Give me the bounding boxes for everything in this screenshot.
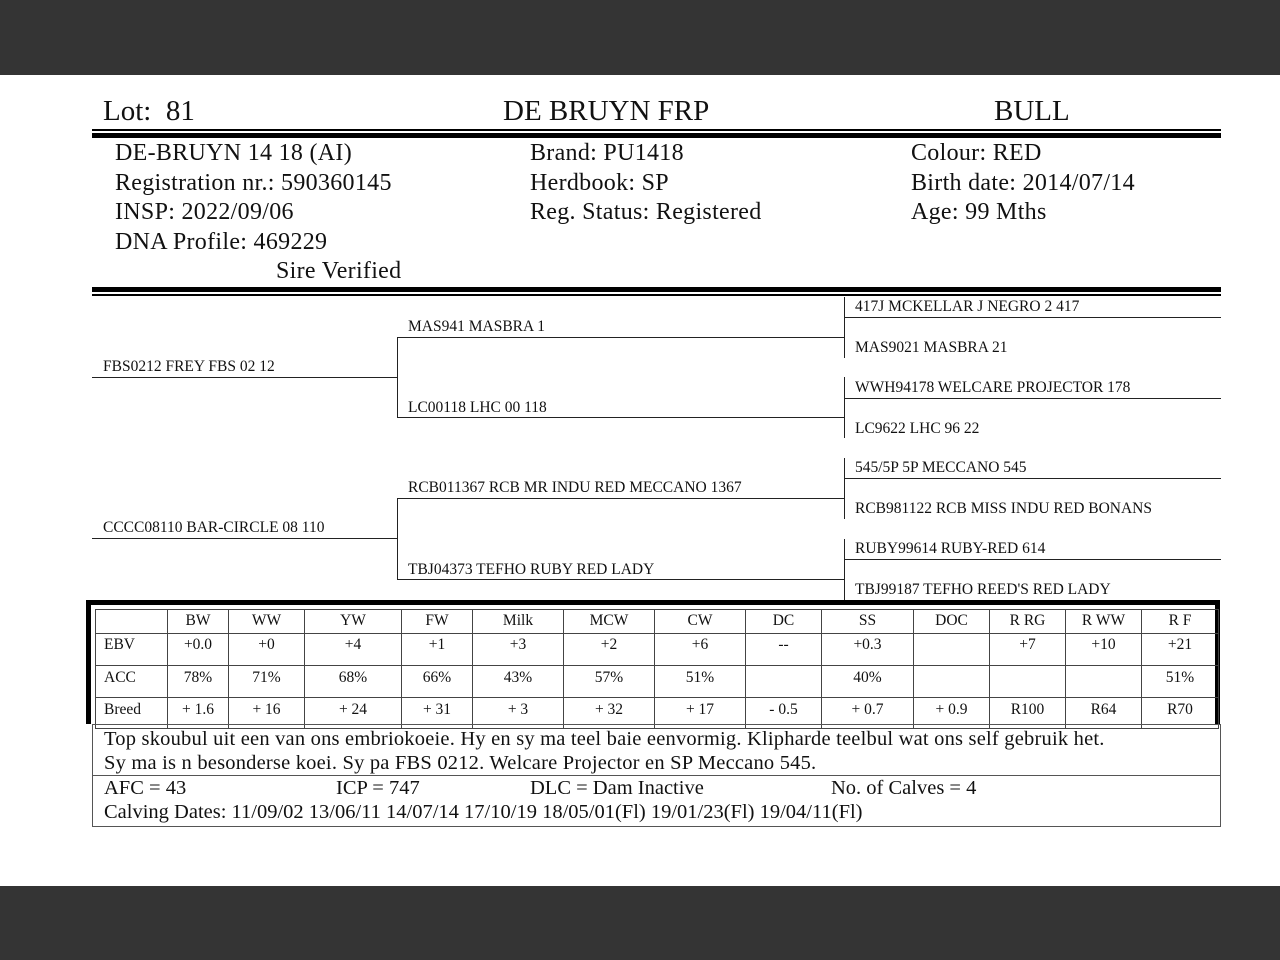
row-label: EBV — [96, 634, 168, 666]
pedigree-line — [844, 559, 1221, 560]
pedigree-dam-dam: TBJ04373 TEFHO RUBY RED LADY — [408, 561, 655, 578]
pedigree-g3-6: RCB981122 RCB MISS INDU RED BONANS — [855, 500, 1152, 517]
table-cell — [914, 666, 990, 698]
table-cell: -- — [746, 634, 822, 666]
table-cell: +2 — [564, 634, 655, 666]
table-cell — [1066, 666, 1142, 698]
pedigree-line — [844, 377, 845, 438]
table-cell: + 1.6 — [168, 698, 229, 729]
table-cell: 68% — [305, 666, 402, 698]
pedigree-line — [844, 398, 1221, 399]
pedigree-g3-5: 545/5P 5P MECCANO 545 — [855, 459, 1027, 476]
table-cell: +10 — [1066, 634, 1142, 666]
herdbook: Herdbook: SP — [530, 170, 669, 196]
pedigree-g3-7: RUBY99614 RUBY-RED 614 — [855, 540, 1046, 557]
pedigree-g3-3: WWH94178 WELCARE PROJECTOR 178 — [855, 379, 1131, 396]
row-label: ACC — [96, 666, 168, 698]
pedigree-line — [844, 458, 845, 519]
table-cell: 66% — [402, 666, 473, 698]
table-cell: 40% — [822, 666, 914, 698]
afc: AFC = 43 — [104, 777, 187, 799]
table-cell — [990, 666, 1066, 698]
table-cell: +0.3 — [822, 634, 914, 666]
brand: Brand: PU1418 — [530, 140, 684, 166]
table-cell: 78% — [168, 666, 229, 698]
table-cell: R100 — [990, 698, 1066, 729]
table-cell: +0.0 — [168, 634, 229, 666]
table-cell: +7 — [990, 634, 1066, 666]
pedigree-sire-dam: LC00118 LHC 00 118 — [408, 399, 547, 416]
calving-dates: Calving Dates: 11/09/02 13/06/11 14/07/14 17/10/19 18/05/01(Fl) 19/01/23(Fl) 19/04/11(Fl) — [104, 801, 863, 823]
table-cell — [914, 634, 990, 666]
table-cell: + 31 — [402, 698, 473, 729]
row-label: Breed — [96, 698, 168, 729]
pedigree-line — [397, 417, 844, 418]
table-cell: 71% — [229, 666, 305, 698]
pedigree-g3-8: TBJ99187 TEFHO REED'S RED LADY — [855, 581, 1111, 598]
comments-box — [92, 724, 1221, 776]
age: Age: 99 Mths — [911, 199, 1047, 225]
bottom-letterbox-band — [0, 886, 1280, 960]
pedigree-sire-sire: MAS941 MASBRA 1 — [408, 318, 545, 335]
table-cell: +3 — [473, 634, 564, 666]
table-header-cell: SS — [822, 610, 914, 634]
pedigree-g3-2: MAS9021 MASBRA 21 — [855, 339, 1008, 356]
info-rule-thick — [92, 287, 1221, 292]
table-header-cell: DOC — [914, 610, 990, 634]
table-cell: +4 — [305, 634, 402, 666]
table-cell: 51% — [655, 666, 746, 698]
table-header-cell: CW — [655, 610, 746, 634]
registration-number: Registration nr.: 590360145 — [115, 170, 392, 196]
pedigree-line — [844, 478, 1221, 479]
table-cell: - 0.5 — [746, 698, 822, 729]
table-cell: 51% — [1142, 666, 1219, 698]
table-header-cell: R RG — [990, 610, 1066, 634]
table-cell: + 16 — [229, 698, 305, 729]
table-cell: + 0.7 — [822, 698, 914, 729]
pedigree-line — [92, 377, 397, 378]
icp: ICP = 747 — [336, 777, 420, 799]
birth-date: Birth date: 2014/07/14 — [911, 170, 1135, 196]
dna-profile: DNA Profile: 469229 — [115, 229, 328, 255]
table-row-ebv — [96, 634, 1219, 666]
pedigree-g3-4: LC9622 LHC 96 22 — [855, 420, 980, 437]
pedigree-sire: FBS0212 FREY FBS 02 12 — [103, 358, 275, 375]
ebv-header-row — [96, 610, 1219, 634]
table-cell: 43% — [473, 666, 564, 698]
table-cell: + 24 — [305, 698, 402, 729]
pedigree-line — [844, 297, 845, 358]
breeder-name: DE BRUYN FRP — [503, 95, 710, 127]
pedigree-line — [844, 539, 845, 600]
header-rule-thin — [92, 129, 1221, 131]
table-cell — [746, 666, 822, 698]
table-cell: +6 — [655, 634, 746, 666]
animal-name: DE-BRUYN 14 18 (AI) — [115, 140, 353, 166]
table-cell: +1 — [402, 634, 473, 666]
table-cell: + 32 — [564, 698, 655, 729]
table-cell: R64 — [1066, 698, 1142, 729]
lot-number: 81 — [165, 95, 195, 127]
table-cell: + 3 — [473, 698, 564, 729]
pedigree-line — [844, 317, 1221, 318]
table-header-cell: FW — [402, 610, 473, 634]
table-cell: +21 — [1142, 634, 1219, 666]
table-header-cell: R F — [1142, 610, 1219, 634]
calves-count: No. of Calves = 4 — [831, 777, 977, 799]
table-cell: +0 — [229, 634, 305, 666]
colour: Colour: RED — [911, 140, 1042, 166]
table-header-cell — [96, 610, 168, 634]
sire-verified: Sire Verified — [276, 258, 402, 284]
table-cell: + 0.9 — [914, 698, 990, 729]
pedigree-line — [397, 337, 398, 418]
table-cell: R70 — [1142, 698, 1219, 729]
comment-line-2: Sy ma is n besonderse koei. Sy pa FBS 0212. Welcare Projector en SP Meccano 545. — [104, 752, 817, 774]
top-letterbox-band — [0, 0, 1280, 75]
ebv-table — [95, 609, 1219, 729]
table-header-cell: YW — [305, 610, 402, 634]
table-header-cell: MCW — [564, 610, 655, 634]
table-cell: 57% — [564, 666, 655, 698]
pedigree-line — [397, 498, 844, 499]
lot-label: Lot: 81 — [103, 95, 195, 127]
table-header-cell: BW — [168, 610, 229, 634]
pedigree-g3-1: 417J MCKELLAR J NEGRO 2 417 — [855, 298, 1080, 315]
comment-line-1: Top skoubul uit een van ons embriokoeie. Hy en sy ma teel baie eenvormig. Klipharde teelbul wat ons self gebruik het. — [104, 728, 1105, 750]
pedigree-dam-sire: RCB011367 RCB MR INDU RED MECCANO 1367 — [408, 479, 742, 496]
sex-label: BULL — [994, 95, 1070, 127]
header-rule-thick — [92, 133, 1221, 138]
dlc: DLC = Dam Inactive — [530, 777, 704, 799]
info-rule-thin — [92, 294, 1221, 296]
calving-stats-box — [92, 775, 1221, 827]
table-header-cell: Milk — [473, 610, 564, 634]
pedigree-dam: CCCC08110 BAR-CIRCLE 08 110 — [103, 519, 325, 536]
table-header-cell: DC — [746, 610, 822, 634]
pedigree-line — [397, 337, 844, 338]
table-header-cell: R WW — [1066, 610, 1142, 634]
insp-date: INSP: 2022/09/06 — [115, 199, 294, 225]
table-header-cell: WW — [229, 610, 305, 634]
table-row-acc — [96, 666, 1219, 698]
pedigree-line — [92, 538, 397, 539]
reg-status: Reg. Status: Registered — [530, 199, 762, 225]
pedigree-line — [397, 579, 844, 580]
pedigree-line — [397, 498, 398, 580]
table-cell: + 17 — [655, 698, 746, 729]
